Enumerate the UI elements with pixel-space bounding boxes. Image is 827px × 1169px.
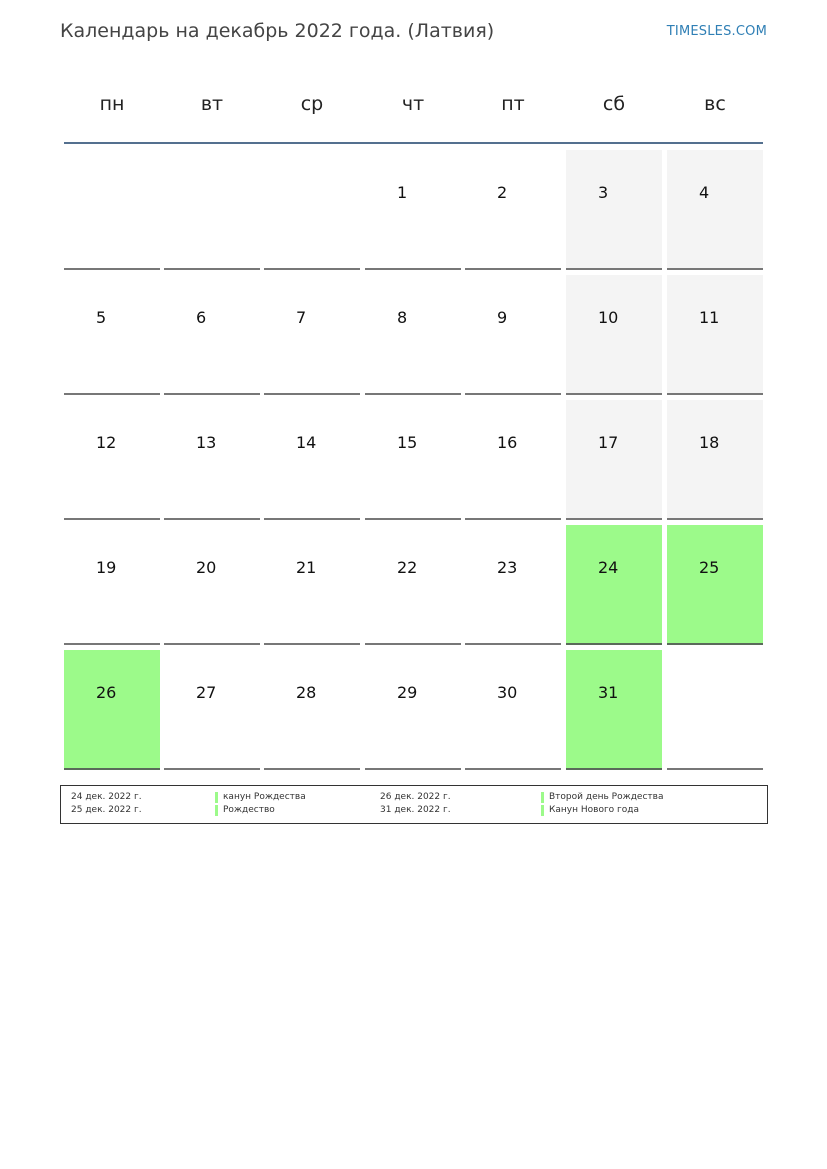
day-cell [365,525,461,645]
weekday-tue: вт [200,93,224,115]
day-number: 6 [196,308,207,327]
day-number: 19 [96,558,117,577]
holiday-color-marker [541,792,544,803]
day-cell [465,525,561,645]
legend-entry [71,804,411,817]
day-number: 4 [699,183,710,202]
day-number: 17 [598,433,619,452]
empty-day-cell [667,650,763,770]
day-cell [164,275,260,395]
holiday-day-cell [64,650,160,770]
legend-date: 24 дек. 2022 г. [71,792,142,802]
day-cell [465,275,561,395]
day-number: 7 [296,308,307,327]
legend-holiday-name: Канун Нового года [549,805,640,815]
day-number: 25 [699,558,720,577]
day-cell [566,275,662,395]
day-number: 28 [296,683,317,702]
holiday-day-cell [667,525,763,645]
day-cell [465,150,561,270]
day-number: 3 [598,183,609,202]
day-cell [667,400,763,520]
legend-holiday-name: Второй день Рождества [549,792,664,802]
day-number: 9 [497,308,508,327]
day-number: 27 [196,683,217,702]
day-number: 15 [397,433,418,452]
legend-date: 26 дек. 2022 г. [380,792,451,802]
day-number: 12 [96,433,117,452]
day-cell [64,275,160,395]
holiday-color-marker [215,805,218,816]
legend-entry [71,791,411,804]
day-number: 16 [497,433,518,452]
day-number: 1 [397,183,408,202]
day-cell [264,400,360,520]
holiday-day-cell [566,525,662,645]
weekday-mon: пн [99,93,125,115]
day-number: 2 [497,183,508,202]
day-number: 26 [96,683,117,702]
brand-link[interactable]: TIMESLES.COM [666,24,767,39]
day-number: 31 [598,683,619,702]
legend-holiday-name: канун Рождества [223,792,306,802]
empty-day-cell [164,150,260,270]
day-cell [264,525,360,645]
day-cell [64,400,160,520]
weekday-sun: вс [704,93,726,115]
page-title: Календарь на декабрь 2022 года. (Латвия) [60,20,495,42]
holiday-color-marker [541,805,544,816]
day-number: 13 [196,433,217,452]
header-divider [64,142,763,144]
legend-holiday-name: Рождество [223,805,275,815]
day-cell [667,150,763,270]
holiday-day-cell [566,650,662,770]
day-cell [365,275,461,395]
holiday-legend [60,785,768,824]
weekday-fri: пт [501,93,525,115]
day-cell [465,650,561,770]
day-number: 5 [96,308,107,327]
day-number: 30 [497,683,518,702]
day-cell [365,400,461,520]
day-cell [164,400,260,520]
empty-day-cell [64,150,160,270]
day-number: 18 [699,433,720,452]
day-number: 23 [497,558,518,577]
legend-date: 31 дек. 2022 г. [380,805,451,815]
day-number: 24 [598,558,619,577]
day-number: 22 [397,558,418,577]
weekday-wed: ср [300,93,324,115]
day-number: 20 [196,558,217,577]
day-number: 8 [397,308,408,327]
day-cell [164,650,260,770]
legend-entry [380,804,760,817]
day-cell [667,275,763,395]
day-number: 14 [296,433,317,452]
day-number: 11 [699,308,720,327]
weekday-sat: сб [602,93,626,115]
day-cell [365,150,461,270]
day-cell [566,150,662,270]
legend-entry [380,791,760,804]
day-cell [264,275,360,395]
day-number: 21 [296,558,317,577]
day-cell [64,525,160,645]
legend-date: 25 дек. 2022 г. [71,805,142,815]
day-cell [264,650,360,770]
empty-day-cell [264,150,360,270]
day-cell [164,525,260,645]
day-cell [566,400,662,520]
weekday-thu: чт [401,93,425,115]
day-cell [365,650,461,770]
day-number: 29 [397,683,418,702]
holiday-color-marker [215,792,218,803]
day-cell [465,400,561,520]
day-number: 10 [598,308,619,327]
